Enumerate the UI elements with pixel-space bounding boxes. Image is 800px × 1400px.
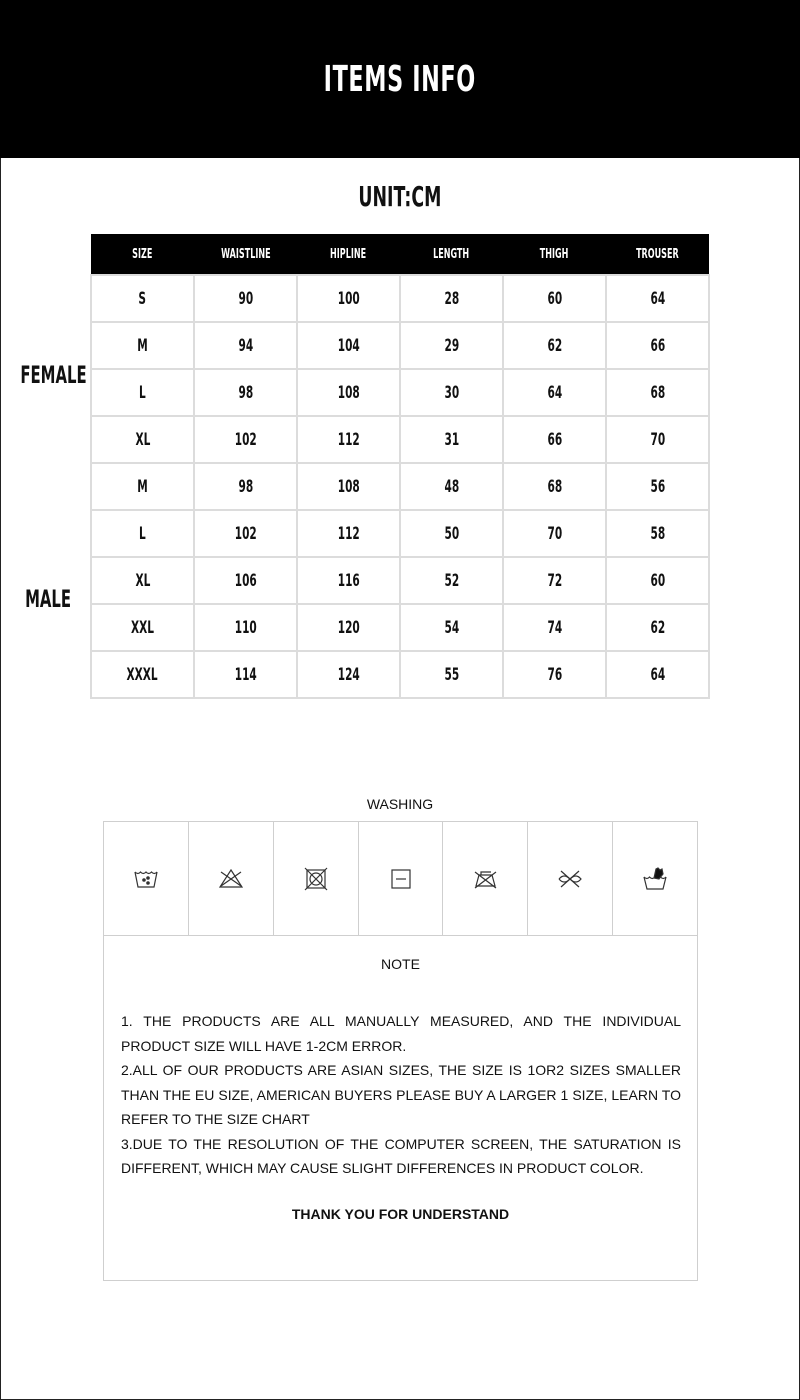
measurement-cell: 100 (297, 275, 400, 322)
measurement-cell: 31 (400, 416, 503, 463)
column-header: SIZE (91, 234, 194, 275)
washing-icon-cell (189, 822, 274, 935)
size-cell: XXXL (91, 651, 194, 698)
table-row (91, 369, 709, 416)
size-chart-table (90, 234, 710, 699)
size-cell: S (91, 275, 194, 322)
size-cell: M (91, 322, 194, 369)
measurement-cell: 120 (297, 604, 400, 651)
washing-icon-cell (528, 822, 613, 935)
measurement-cell: 112 (297, 416, 400, 463)
size-cell: L (91, 510, 194, 557)
measurement-cell: 29 (400, 322, 503, 369)
washing-icon-cell (443, 822, 528, 935)
note-text (121, 1009, 681, 1181)
measurement-cell: 64 (606, 275, 709, 322)
measurement-cell: 28 (400, 275, 503, 322)
measurement-cell: 62 (503, 322, 606, 369)
measurement-cell: 102 (194, 510, 297, 557)
size-cell: XL (91, 416, 194, 463)
measurement-cell: 112 (297, 510, 400, 557)
measurement-cell: 68 (503, 463, 606, 510)
size-cell: XL (91, 557, 194, 604)
measurement-cell: 68 (606, 369, 709, 416)
column-header: LENGTH (400, 234, 503, 275)
measurement-cell: 98 (194, 369, 297, 416)
washing-icon-cell (613, 822, 697, 935)
size-chart-body (91, 275, 709, 698)
measurement-cell: 66 (606, 322, 709, 369)
measurement-cell: 90 (194, 275, 297, 322)
washing-icon-cell (359, 822, 444, 935)
column-header: HIPLINE (297, 234, 400, 275)
thanks-text: THANK YOU FOR UNDERSTAND (291, 1206, 510, 1222)
measurement-cell: 102 (194, 416, 297, 463)
measurement-cell: 108 (297, 369, 400, 416)
measurement-cell: 114 (194, 651, 297, 698)
hand-wash-icon (642, 866, 668, 892)
size-cell: XXL (91, 604, 194, 651)
measurement-cell: 76 (503, 651, 606, 698)
table-row (91, 651, 709, 698)
flat-dry-icon (388, 866, 414, 892)
measurement-cell: 54 (400, 604, 503, 651)
table-row (91, 416, 709, 463)
measurement-cell: 70 (606, 416, 709, 463)
table-row (91, 510, 709, 557)
measurement-cell: 52 (400, 557, 503, 604)
measurement-cell: 70 (503, 510, 606, 557)
no-tumble-dry-icon (303, 866, 329, 892)
measurement-cell: 64 (606, 651, 709, 698)
page-title: ITEMS INFO (323, 58, 477, 100)
note-box (103, 935, 698, 1281)
measurement-cell: 56 (606, 463, 709, 510)
note-paragraph: 3.DUE TO THE RESOLUTION OF THE COMPUTER SCREEN, THE SATURATION IS DIFFERENT, WHICH MAY CAUSE SLIGHT DIFFERENCES IN PRODUCT COLOR. (121, 1135, 681, 1176)
no-dry-clean-icon (557, 866, 583, 892)
measurement-cell: 66 (503, 416, 606, 463)
measurement-cell: 116 (297, 557, 400, 604)
male-group-label: MALE (25, 585, 71, 613)
measurement-cell: 108 (297, 463, 400, 510)
column-header: TROUSER (606, 234, 709, 275)
measurement-cell: 104 (297, 322, 400, 369)
no-bleach-icon (218, 866, 244, 892)
note-title: NOTE (381, 956, 420, 972)
table-row (91, 275, 709, 322)
wash-30-icon (133, 866, 159, 892)
column-header: WAISTLINE (194, 234, 297, 275)
table-row (91, 322, 709, 369)
measurement-cell: 124 (297, 651, 400, 698)
measurement-cell: 60 (503, 275, 606, 322)
no-iron-icon (472, 866, 498, 892)
washing-icon-cell (274, 822, 359, 935)
page-header (0, 0, 800, 158)
unit-heading (0, 180, 800, 213)
unit-label: UNIT:CM (358, 180, 442, 213)
column-header: THIGH (503, 234, 606, 275)
washing-icon-cell (104, 822, 189, 935)
measurement-cell: 50 (400, 510, 503, 557)
size-cell: L (91, 369, 194, 416)
measurement-cell: 98 (194, 463, 297, 510)
measurement-cell: 106 (194, 557, 297, 604)
measurement-cell: 55 (400, 651, 503, 698)
measurement-cell: 94 (194, 322, 297, 369)
measurement-cell: 74 (503, 604, 606, 651)
washing-title: WASHING (366, 796, 434, 812)
measurement-cell: 64 (503, 369, 606, 416)
washing-icons-row (103, 821, 698, 936)
female-group-label: FEMALE (20, 361, 87, 389)
measurement-cell: 48 (400, 463, 503, 510)
note-paragraph: 2.ALL OF OUR PRODUCTS ARE ASIAN SIZES, THE SIZE IS 1OR2 SIZES SMALLER THAN THE EU SIZE, AMERICAN BUYERS PLEASE BUY A LARGER 1 SIZE, LEARN TO REFER TO THE SIZE CHART (121, 1062, 681, 1127)
note-paragraph: 1. THE PRODUCTS ARE ALL MANUALLY MEASURED, AND THE INDIVIDUAL PRODUCT SIZE WILL HAVE 1-2CM ERROR. (121, 1013, 681, 1054)
measurement-cell: 62 (606, 604, 709, 651)
size-chart-header-row (91, 234, 709, 275)
table-row (91, 463, 709, 510)
measurement-cell: 72 (503, 557, 606, 604)
table-row (91, 604, 709, 651)
measurement-cell: 110 (194, 604, 297, 651)
measurement-cell: 58 (606, 510, 709, 557)
table-row (91, 557, 709, 604)
measurement-cell: 30 (400, 369, 503, 416)
size-cell: M (91, 463, 194, 510)
measurement-cell: 60 (606, 557, 709, 604)
